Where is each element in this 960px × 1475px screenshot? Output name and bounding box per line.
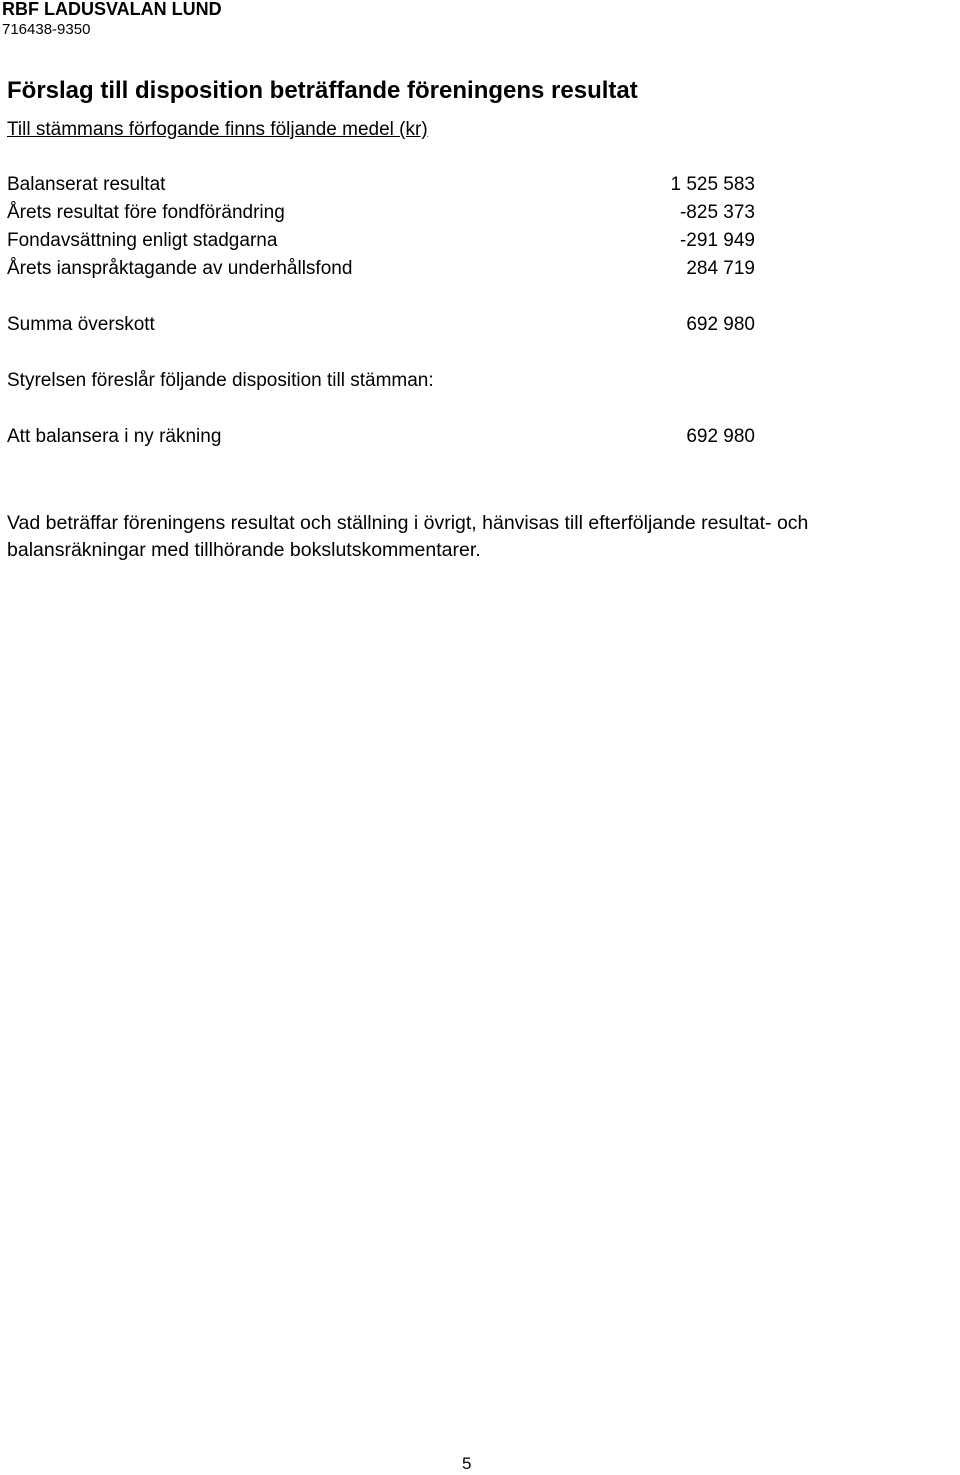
item-label: Fondavsättning enligt stadgarna [7, 230, 278, 251]
item-value: -825 373 [679, 202, 755, 223]
proposal-value: 692 980 [686, 426, 755, 447]
organization-name: RBF LADUSVALAN LUND [2, 0, 222, 19]
summary-row [7, 313, 755, 337]
item-row-fondavsattning [7, 229, 755, 253]
proposal-label: Att balansera i ny räkning [7, 426, 222, 447]
section-subtitle: Till stämmans förfogande finns följande medel (kr) [7, 119, 428, 140]
item-label: Balanserat resultat [7, 174, 166, 195]
organization-number: 716438-9350 [2, 21, 91, 38]
summary-value: 692 980 [686, 314, 755, 335]
proposal-intro: Styrelsen föreslår följande disposition till stämman: [7, 370, 434, 391]
item-value: -291 949 [679, 230, 755, 251]
item-row-arets-resultat [7, 201, 755, 225]
page-number: 5 [462, 1454, 472, 1473]
closing-note [7, 510, 960, 564]
item-label: Årets ianspråktagande av underhållsfond [7, 258, 353, 279]
item-row-balanserat-resultat [7, 173, 755, 197]
item-value: 284 719 [686, 258, 755, 279]
page-title: Förslag till disposition beträffande föreningens resultat [7, 77, 638, 104]
item-label: Årets resultat före fondförändring [7, 202, 285, 223]
closing-note-line-1: Vad beträffar föreningens resultat och ställning i övrigt, hänvisas till efterföljande resultat- och [7, 512, 809, 534]
proposal-row [7, 425, 755, 449]
closing-note-line-2: balansräkningar med tillhörande bokslutskommentarer. [7, 539, 481, 561]
summary-label: Summa överskott [7, 314, 155, 335]
item-value: 1 525 583 [670, 174, 755, 195]
item-row-underhallsfond [7, 257, 755, 281]
